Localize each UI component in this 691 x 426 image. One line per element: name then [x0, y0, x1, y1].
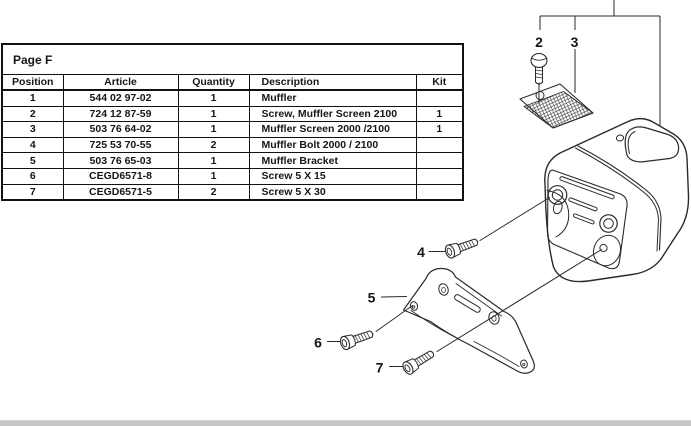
bracket-screw-6	[339, 327, 375, 351]
cell-quantity: 1	[178, 122, 249, 138]
cell-position: 6	[2, 168, 63, 184]
cell-article: 724 12 87-59	[63, 106, 178, 122]
cell-article: CEGD6571-5	[63, 184, 178, 200]
bracket-screw-7	[401, 347, 437, 376]
cell-description: Screw 5 X 30	[249, 184, 416, 200]
cell-quantity: 1	[178, 90, 249, 106]
callout-label-6: 6	[314, 334, 322, 351]
screen-hole	[536, 92, 544, 100]
cell-position: 4	[2, 137, 63, 153]
cell-article: 503 76 65-03	[63, 153, 178, 169]
cell-quantity: 2	[178, 184, 249, 200]
cell-position: 3	[2, 122, 63, 138]
cell-article: CEGD6571-8	[63, 168, 178, 184]
callout-label-2: 2	[535, 34, 543, 50]
muffler-port-right	[600, 215, 617, 232]
cell-position: 1	[2, 90, 63, 106]
cell-description: Screw, Muffler Screen 2100	[249, 106, 416, 122]
cell-quantity: 1	[178, 168, 249, 184]
col-header-kit: Kit	[416, 75, 463, 91]
cell-position: 7	[2, 184, 63, 200]
callout-label-4: 4	[417, 244, 425, 260]
horizontal-scrollbar-track[interactable]	[0, 420, 691, 426]
cell-article: 544 02 97-02	[63, 90, 178, 106]
col-header-position: Position	[2, 75, 63, 91]
cell-description: Muffler	[249, 90, 416, 106]
cell-quantity: 1	[178, 106, 249, 122]
callout-label-5: 5	[367, 289, 376, 306]
cell-description: Muffler Screen 2000 /2100	[249, 122, 416, 138]
col-header-quantity: Quantity	[178, 75, 249, 91]
cell-kit: 1	[416, 106, 463, 122]
muffler-screen	[520, 84, 593, 128]
parts-table-title: Page F	[2, 44, 463, 75]
cell-description: Muffler Bracket	[249, 153, 416, 169]
cell-article: 503 76 64-02	[63, 122, 178, 138]
cell-position: 5	[2, 153, 63, 169]
cell-article: 725 53 70-55	[63, 137, 178, 153]
col-header-description: Description	[249, 75, 416, 91]
screw-shank	[536, 66, 543, 84]
callout-label-3: 3	[570, 34, 579, 50]
cell-kit: 1	[416, 122, 463, 138]
muffler-bolt	[444, 235, 480, 259]
muffler-bottom-hole	[600, 244, 607, 251]
callout-label-7: 7	[375, 359, 384, 376]
cell-description: Muffler Bolt 2000 / 2100	[249, 137, 416, 153]
cell-description: Screw 5 X 15	[249, 168, 416, 184]
cell-position: 2	[2, 106, 63, 122]
cell-quantity: 2	[178, 137, 249, 153]
col-header-article: Article	[63, 75, 178, 91]
cell-quantity: 1	[178, 153, 249, 169]
muffler-body	[545, 119, 689, 282]
